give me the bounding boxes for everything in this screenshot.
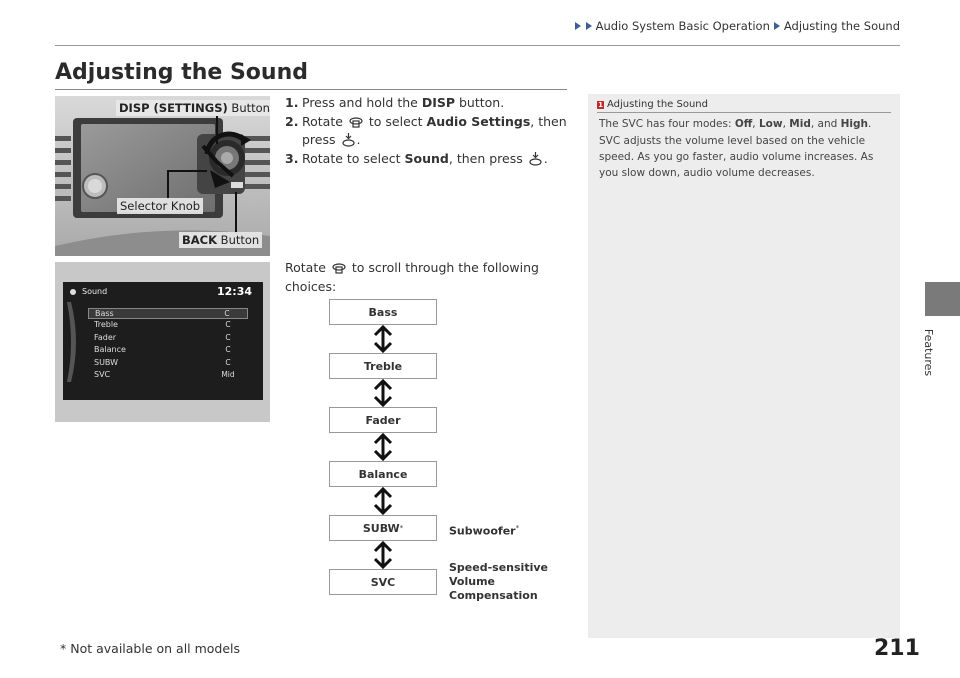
- note-marker-icon: 1: [598, 100, 603, 109]
- menu-item[interactable]: Fader C: [94, 333, 231, 342]
- choice-treble: Treble: [329, 353, 437, 379]
- sound-menu-list: [88, 308, 248, 388]
- sidebar-heading-text: Adjusting the Sound: [607, 99, 708, 110]
- menu-item[interactable]: SUBW C: [94, 358, 231, 367]
- screen-header: [68, 286, 258, 300]
- disp-button-label: DISP (SETTINGS) Button: [116, 100, 270, 116]
- footnote: * Not available on all models: [60, 641, 241, 656]
- breadcrumb-arrow-icon: [586, 22, 592, 30]
- selector-leader-line: [167, 170, 169, 200]
- press-knob-icon: [529, 152, 542, 166]
- breadcrumb: [574, 19, 900, 33]
- breadcrumb-current[interactable]: Adjusting the Sound: [783, 19, 900, 33]
- choice-subw-description: Subwoofer*: [449, 524, 520, 538]
- instruction-steps: [285, 94, 575, 169]
- selector-leader-h: [167, 170, 207, 172]
- sound-menu-photo: [55, 262, 270, 422]
- breadcrumb-arrow-icon: [575, 22, 581, 30]
- press-knob-icon: [342, 133, 355, 147]
- title-divider: [55, 89, 567, 90]
- breadcrumb-section[interactable]: Audio System Basic Operation: [595, 19, 770, 33]
- svc-description-text: SVC adjusts the volume level based on the vehicle speed. As you go faster, audio volume increases. As you slow down, audio volume decreases.: [599, 135, 874, 179]
- header-divider: [55, 45, 900, 46]
- page-number: 211: [874, 636, 920, 661]
- menu-item[interactable]: SVC Mid: [94, 370, 235, 379]
- rotate-knob-icon: [349, 115, 363, 129]
- selector-knob-label: Selector Knob: [117, 198, 203, 214]
- dashboard-photo: [55, 96, 270, 256]
- choice-flow: [329, 299, 569, 602]
- step-1: 1. Press and hold the DISP button.: [285, 95, 505, 110]
- rotate-instruction: Rotate to scroll through the following choices:: [285, 260, 539, 294]
- step-3: 3. Rotate to select Sound, then press .: [285, 151, 548, 166]
- menu-item[interactable]: Treble C: [94, 320, 231, 329]
- disp-leader-line: [216, 116, 218, 144]
- double-arrow-icons: [369, 325, 397, 569]
- menu-item[interactable]: Balance C: [94, 345, 231, 354]
- choice-svc-description: Speed-sensitive Volume Compensation: [449, 561, 548, 602]
- step-2: 2. Rotate to select Audio Settings, then press .: [285, 114, 567, 147]
- choice-balance: Balance: [329, 461, 437, 487]
- note-sidebar: [588, 94, 900, 638]
- chapter-tab-label[interactable]: Features: [922, 328, 936, 376]
- sidebar-body: [599, 116, 892, 182]
- breadcrumb-arrow-icon: [774, 22, 780, 30]
- menu-item[interactable]: Bass C: [88, 308, 248, 319]
- sound-screen-title: Sound: [82, 287, 108, 296]
- page-title: Adjusting the Sound: [55, 60, 308, 85]
- choice-subw: SUBW *: [329, 515, 437, 541]
- rotate-knob-icon: [332, 261, 346, 275]
- screen-clock: 12:34: [216, 285, 252, 298]
- choice-bass: Bass: [329, 299, 437, 325]
- sidebar-heading: [597, 97, 891, 113]
- chapter-tab-marker[interactable]: [925, 282, 960, 316]
- choice-svc: SVC: [329, 569, 437, 595]
- svc-modes-text: The SVC has four modes: Off, Low, Mid, and High.: [599, 118, 872, 130]
- sound-menu-icon: [70, 289, 76, 295]
- back-leader-line: [235, 192, 237, 234]
- back-button-label: BACK Button: [179, 232, 262, 248]
- choice-fader: Fader: [329, 407, 437, 433]
